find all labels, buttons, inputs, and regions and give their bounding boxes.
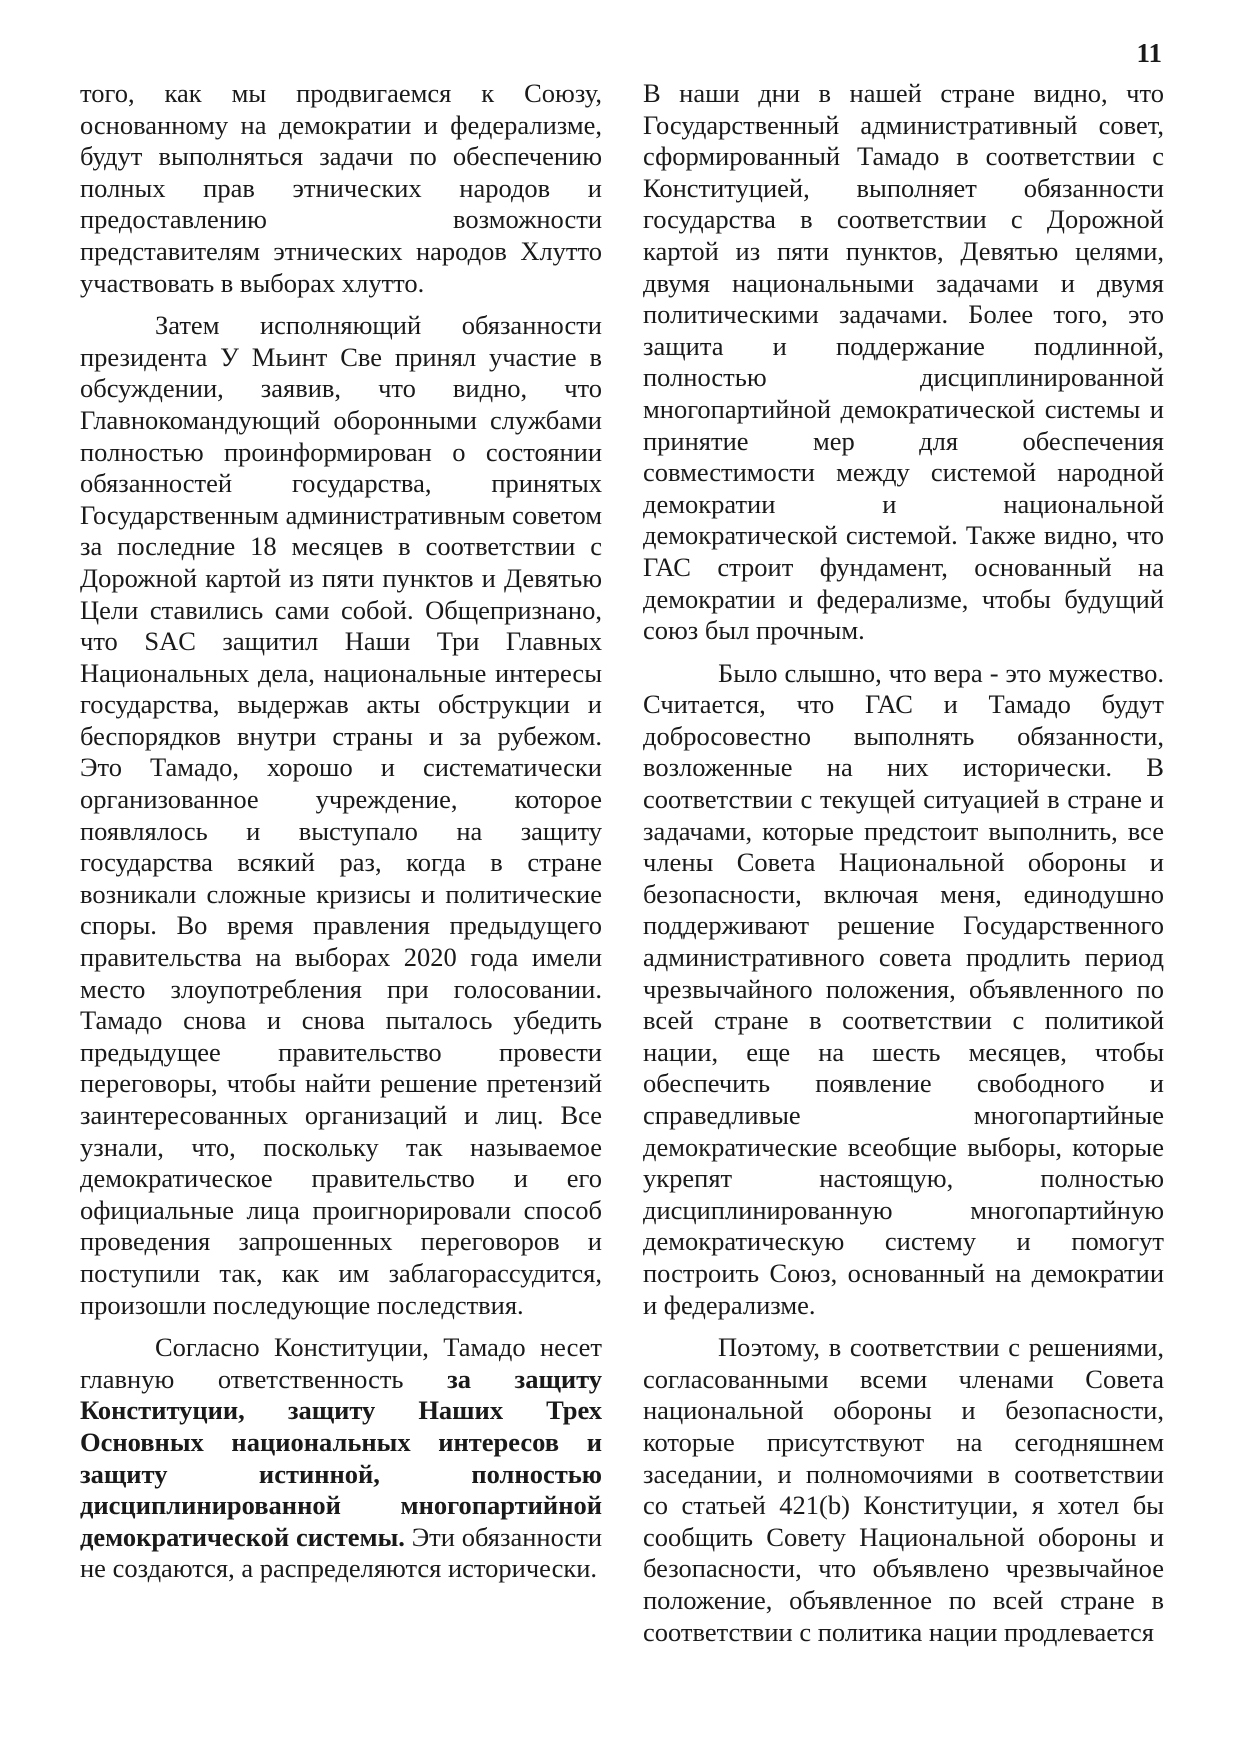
right-column — [643, 78, 1164, 1659]
right-paragraph-3: Поэтому, в соответствии с решениями, согласованными всеми членами Совета национальной обороны и безопасности, которые присутствуют на сегодняшнем заседании, и полномочиями в соответствии со статьей 421(b) Конституции, я хотел бы сообщить Совету Национальной обороны и безопасности, что объявлено чрезвычайное положение, объявленное по всей стране в соответствии с политика нации продлевается — [643, 1332, 1164, 1647]
right-paragraph-1: В наши дни в нашей стране видно, что Государственный административный совет, сформированный Тамадо в соответствии с Конституцией, выполняет обязанности государства в соответствии с Дорожной картой из пяти пунктов, Девятью целями, двумя национальными задачами и двумя политическими задачами. Более того, это защита и поддержание подлинной, полностью дисциплинированной многопартийной демократической системы и принятие мер для обеспечения совместимости между системой народной демократии и национальной демократической системой. Также видно, что ГАС строит фундамент, основанный на демократии и федерализме, чтобы будущий союз был прочным. — [643, 78, 1164, 646]
left-paragraph-3-bold: за защиту Конституции, защиту Наших Трех Основных национальных интересов и защиту истинной, полностью дисциплинированной многопартийной демократической системы. — [80, 1363, 603, 1552]
left-paragraph-2: Затем исполняющий обязанности президента У Мьинт Све принял участие в обсуждении, заявив, что видно, что Главнокомандующий оборонными службами полностью проинформирован о состоянии обязанностей государства, принятых Государственным административным советом за последние 18 месяцев в соответствии с Дорожной картой из пяти пунктов и Девятью Цели ставились сами собой. Общепризнано, что SAC защитил Наши Три Главных Национальных дела, национальные интересы государства, выдержав акты обструкции и беспорядков внутри страны и за рубежом. Это Тамадо, хорошо и систематически организованное учреждение, которое появлялось и выступало на защиту государства всякий раз, когда в стране возникали сложные кризисы и политические споры. Во время правления предыдущего правительства на выборах 2020 года имели место злоупотребления при голосовании. Тамадо снова и снова пыталось убедить предыдущее правительство провести переговоры, чтобы найти решение претензий заинтересованных организаций и лиц. Все узнали, что, поскольку так называемое демократическое правительство и его официальные лица проигнорировали способ проведения запрошенных переговоров и поступили так, как им заблагорассудится, произошли последующие последствия. — [80, 310, 602, 1320]
left-paragraph-3-start: Согласно Конституции, Тамадо несет главную ответственность — [80, 1332, 602, 1394]
right-paragraph-2: Было слышно, что вера - это мужество. Считается, что ГАС и Тамадо будут добросовестно выполнять обязанности, возложенные на них исторически. В соответствии с текущей ситуацией в стране и задачами, которые предстоит выполнить, все члены Совета Национальной обороны и безопасности, включая меня, единодушно поддерживают решение Государственного административного совета продлить период чрезвычайного положения, объявленного по всей стране в соответствии с политикой нации, еще на шесть месяцев, чтобы обеспечить появление свободного и справедливые многопартийные демократические всеобщие выборы, которые укрепят настоящую, полностью дисциплинированную многопартийную демократическую систему и помогут построить Союз, основанный на демократии и федерализме. — [643, 657, 1164, 1320]
left-column — [80, 78, 602, 1596]
page-number: 11 — [1136, 38, 1162, 68]
left-paragraph-3-end: Эти обязанности не создаются, а распределяются исторически. — [80, 1521, 602, 1584]
left-paragraph-3 — [80, 1332, 602, 1585]
left-paragraph-1: того, как мы продвигаемся к Союзу, основанному на демократии и федерализме, будут выполняться задачи по обеспечению полных прав этнических народов и предоставлению возможности представителям этнических народов Хлутто участвовать в выборах хлутто. — [80, 78, 602, 298]
